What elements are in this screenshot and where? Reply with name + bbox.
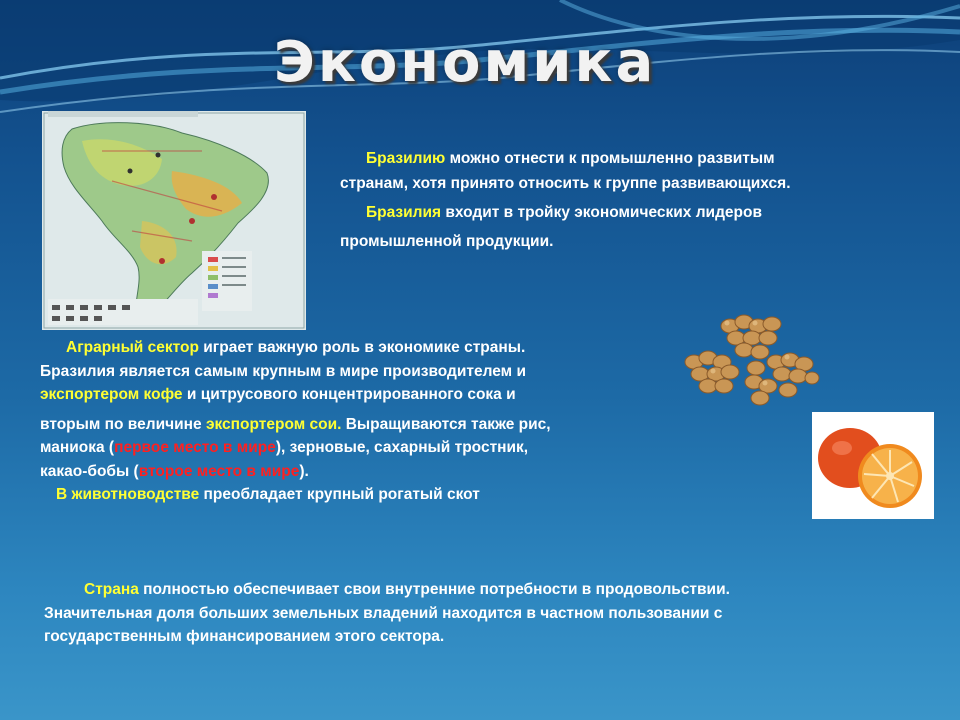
intro-p1-text: можно отнести к промышленно развитым <box>445 150 775 167</box>
agro-line-3-text: и цитрусового концентрированного сока и <box>182 386 516 403</box>
agro-line-6-text: какао-бобы ( <box>40 462 139 480</box>
highlight-brazil-1: Бразилию <box>366 150 446 167</box>
agro-line-1 <box>40 336 680 360</box>
food-line-1-text: полностью обеспечивает свои внутренние потребности в продовольствии. <box>138 581 730 598</box>
highlight-soy-exporter: экспортером сои. <box>205 415 342 433</box>
food-line-2: Значительная доля больших земельных владений находится в частном пользовании с <box>44 604 723 622</box>
intro-text <box>340 146 920 254</box>
slide-title: Экономика <box>273 30 657 95</box>
agro-text <box>40 336 680 483</box>
highlight-livestock: В животноводстве <box>56 486 200 503</box>
agro-line-4-rest: Выращиваются также рис, <box>341 415 551 433</box>
agro-line-1-text: играет важную роль в экономике страны. <box>198 339 526 356</box>
red-first-place: первое место в мире <box>114 439 276 456</box>
agro-line-5-text: маниока ( <box>40 439 115 456</box>
agro-line-5 <box>40 436 680 460</box>
citrus-image <box>812 412 934 519</box>
map-image <box>42 111 306 330</box>
agro-line-2: Бразилия является самым крупным в мире производителем и <box>40 362 526 380</box>
intro-paragraph-1-line2: странам, хотя принято относить к группе развивающихся. <box>340 175 791 192</box>
highlight-brazil-2: Бразилия <box>366 204 442 221</box>
intro-paragraph-2-line2: промышленной продукции. <box>340 233 554 250</box>
highlight-country: Страна <box>84 581 139 598</box>
intro-paragraph-2 <box>340 200 920 225</box>
livestock-line-text: преобладает крупный рогатый скот <box>199 486 480 503</box>
intro-p2-text: входит в тройку экономических лидеров <box>441 204 762 221</box>
agro-line-6-rest: ). <box>299 462 309 480</box>
food-text <box>44 578 924 649</box>
agro-line-5-rest: ), зерновые, сахарный тростник, <box>275 439 529 456</box>
food-line-1 <box>44 578 924 602</box>
agro-line-4-text: вторым по величине <box>40 415 206 433</box>
agro-line-4 <box>40 413 680 437</box>
agro-line-6 <box>40 460 680 484</box>
food-line-3: государственным финансированием этого сектора. <box>44 628 445 645</box>
intro-paragraph-1 <box>340 146 920 171</box>
highlight-coffee-exporter: экспортером кофе <box>40 386 183 403</box>
agro-line-3 <box>40 383 680 407</box>
red-second-place: второе место в мире <box>138 462 300 480</box>
livestock-text <box>56 482 656 508</box>
highlight-agro-sector: Аграрный сектор <box>66 339 199 356</box>
nuts-image <box>680 310 820 410</box>
